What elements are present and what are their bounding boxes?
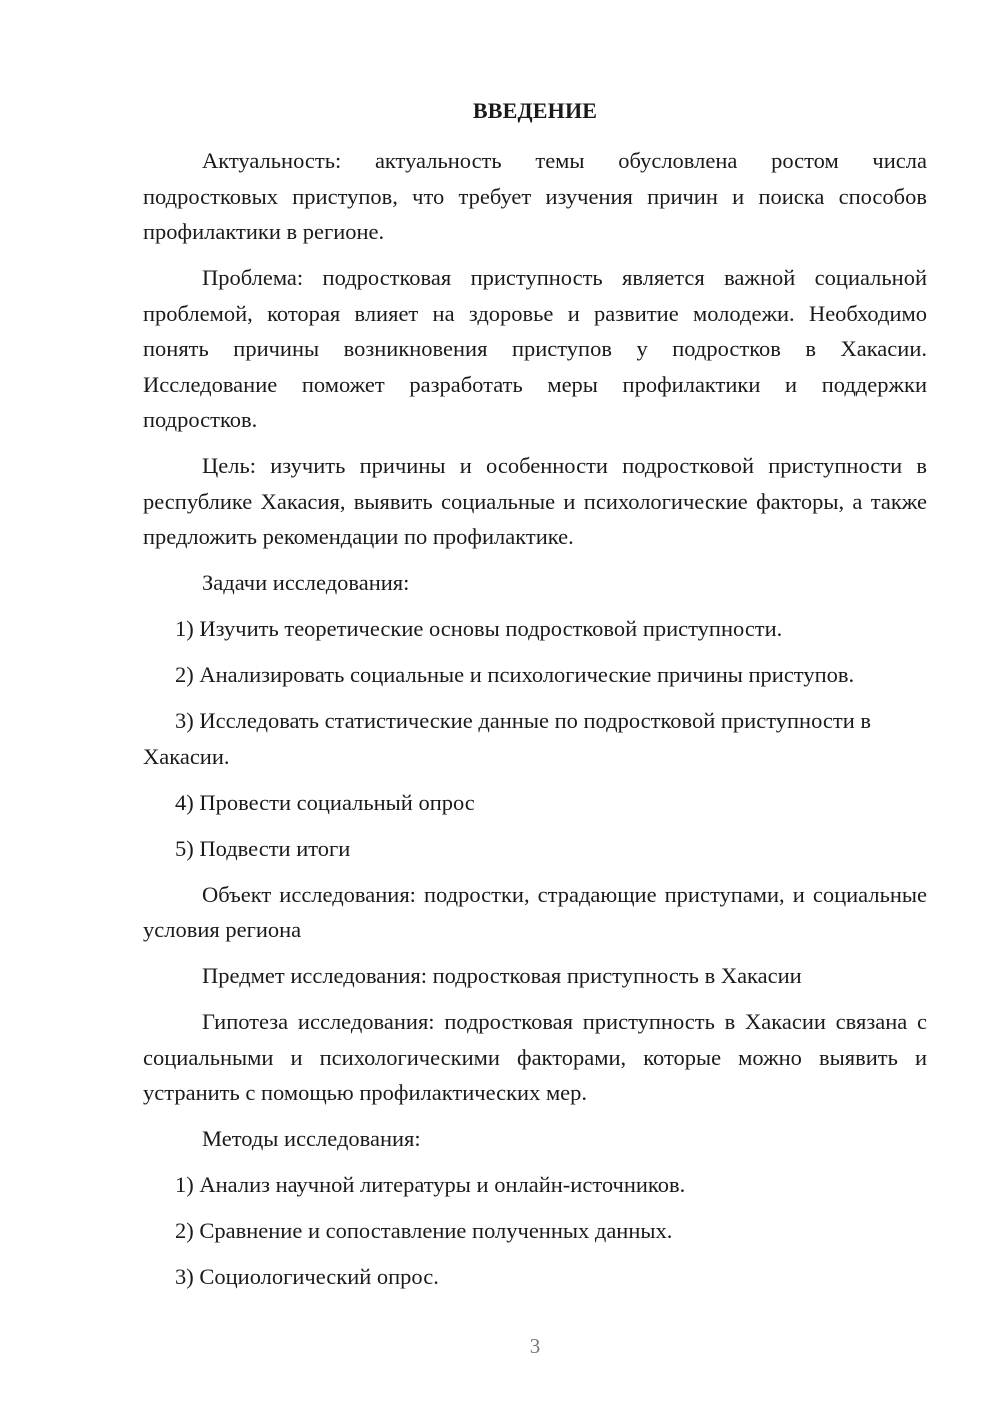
hypothesis-paragraph: Гипотеза исследования: подростковая приступность в Хакасии связана с социальными и психологическими факторами, которые можно выявить и устранить с помощью профилактических мер.	[143, 1009, 927, 1105]
goal-paragraph: Цель: изучить причины и особенности подростковой приступности в республике Хакасия, выявить социальные и психологические факторы, а также предложить рекомендации по профилактике.	[143, 453, 927, 549]
problem-paragraph: Проблема: подростковая приступность является важной социальной проблемой, которая влияет на здоровье и развитие молодежи. Необходимо понять причины возникновения приступов у подростков в Хакасии. Исследование поможет разработать меры профилактики и поддержки подростков.	[143, 265, 927, 432]
object-paragraph: Объект исследования: подростки, страдающие приступами, и социальные условия региона	[143, 881, 927, 942]
method-item-1: 1) Анализ научной литературы и онлайн-источников.	[175, 1172, 686, 1197]
relevance-paragraph: Актуальность: актуальность темы обусловлена ростом числа подростковых приступов, что требует изучения причин и поиска способов профилактики в регионе.	[143, 148, 927, 244]
method-item-3: 3) Социологический опрос.	[175, 1264, 439, 1289]
page-number: 3	[529, 1334, 541, 1358]
task-item-5: 5) Подвести итоги	[175, 835, 351, 861]
task-item-4: 4) Провести социальный опрос	[175, 789, 475, 815]
document-body	[143, 143, 927, 1305]
task-item-3: 3) Исследовать статистические данные по подростковой приступности в Хакасии.	[143, 708, 871, 769]
task-item-1: 1) Изучить теоретические основы подростковой приступности.	[175, 616, 783, 641]
method-item-2: 2) Сравнение и сопоставление полученных данных.	[175, 1218, 673, 1243]
document-page	[143, 0, 927, 1414]
task-item-2: 2) Анализировать социальные и психологические причины приступов.	[175, 662, 855, 687]
subject-paragraph: Предмет исследования: подростковая приступность в Хакасии	[202, 963, 802, 988]
section-title: ВВЕДЕНИЕ	[472, 98, 598, 123]
methods-heading: Методы исследования:	[202, 1126, 421, 1151]
tasks-heading: Задачи исследования:	[202, 570, 410, 595]
